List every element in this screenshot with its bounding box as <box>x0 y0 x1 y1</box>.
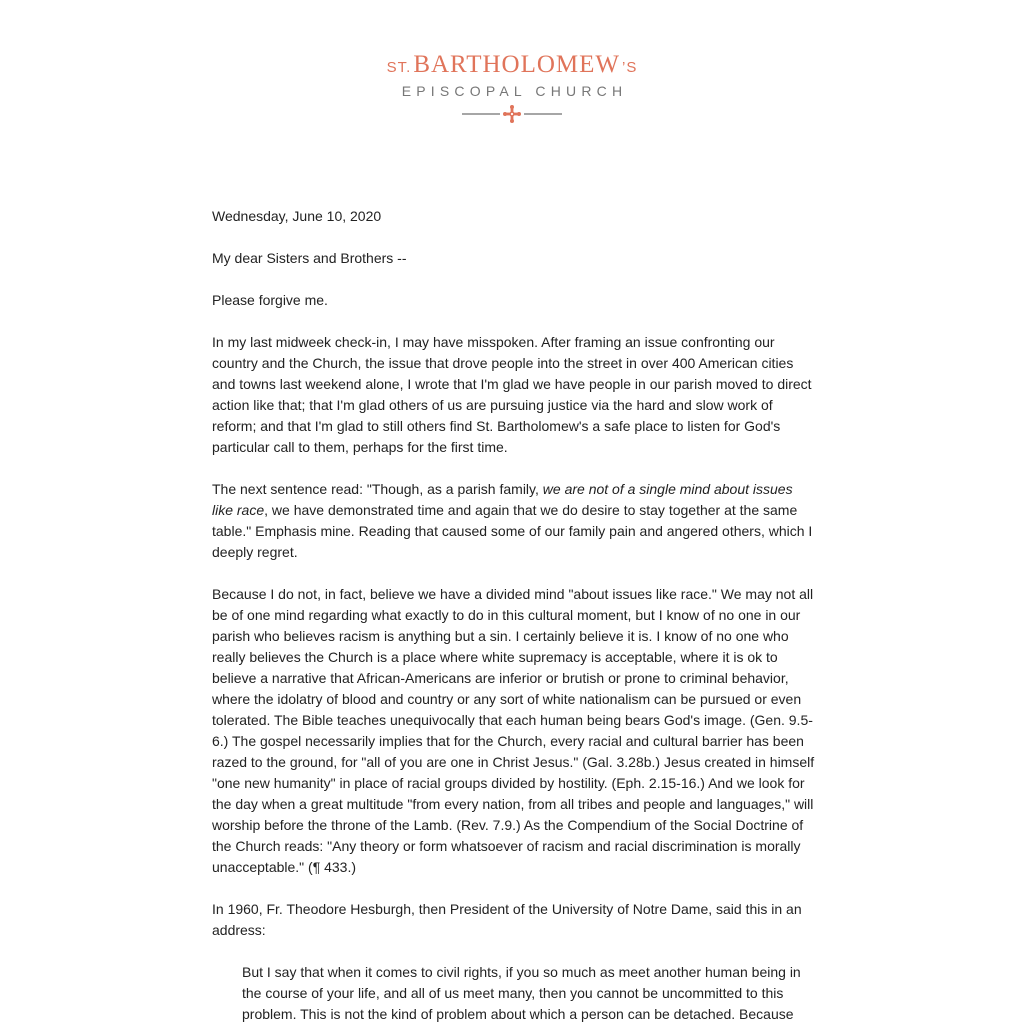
church-logo <box>0 52 1024 123</box>
letter-paragraph: Please forgive me. <box>212 292 328 308</box>
letter-salutation: My dear Sisters and Brothers -- <box>212 250 407 266</box>
letter-body <box>212 206 815 1025</box>
logo-suffix: ’S <box>622 59 638 76</box>
letter-paragraph: Because I do not, in fact, believe we have a divided mind "about issues like race." We may not all be of one mind regarding what exactly to do in this cultural moment, but I know of no one in our parish who believes racism is anything but a sin. I certainly believe it is. I know of no one who really believes the Church is a place where white supremacy is acceptable, where it is ok to believe a narrative that African-Americans are inferior or brutish or prone to criminal behavior, where the idolatry of blood and country or any sort of white nationalism can be pursued or even tolerated. The Bible teaches unequivocally that each human being bears God's image. (Gen. 9.5-6.) The gospel necessarily implies that for the Church, every racial and cultural barrier has been razed to the ground, for "all of you are one in Christ Jesus." (Gal. 3.28b.) Jesus created in himself "one new humanity" in place of racial groups divided by hostility. (Eph. 2.15-16.) And we look for the day when a great multitude "from every nation, from all tribes and people and languages," will worship before the throne of the Lamb. (Rev. 7.9.) As the Compendium of the Social Doctrine of the Church reads: "Any theory or form whatsoever of racism and racial discrimination is morally unacceptable." (¶ 433.) <box>212 586 815 875</box>
paragraph-text: The next sentence read: "Though, as a parish family, <box>212 481 543 497</box>
letter-paragraph: In my last midweek check-in, I may have misspoken. After framing an issue confronting our country and the Church, the issue that drove people into the street in over 400 American cities and towns last weekend alone, I wrote that I'm glad we have people in our parish moved to direct action like that; that I'm glad others of us are pursuing justice via the hard and slow work of reform; and that I'm glad to still others find St. Bartholomew's a safe place to listen for God's particular call to them, perhaps for the first time. <box>212 334 812 455</box>
logo-name: BARTHOLOMEW <box>413 51 621 78</box>
logo-title <box>0 52 1024 77</box>
logo-prefix: ST. <box>386 59 412 76</box>
emphasis-text: we are not of a single mind about issues like race <box>212 481 793 518</box>
logo-subtitle: EPISCOPAL CHURCH <box>401 83 628 99</box>
letter-paragraph <box>212 479 815 563</box>
paragraph-text: , we have demonstrated time and again that we do desire to stay together at the same table." Emphasis mine. Reading that caused some of our family pain and angered others, which I deeply regret. <box>212 502 813 560</box>
cross-icon <box>462 105 562 123</box>
letter-date: Wednesday, June 10, 2020 <box>212 208 382 224</box>
letter-paragraph: In 1960, Fr. Theodore Hesburgh, then President of the University of Notre Dame, said this in an address: <box>212 901 802 938</box>
block-quote: But I say that when it comes to civil rights, if you so much as meet another human being in the course of your life, and all of us meet many, then you cannot be uncommitted to this problem. This is not the kind of problem about which a person can be detached. Because <box>242 964 801 1022</box>
